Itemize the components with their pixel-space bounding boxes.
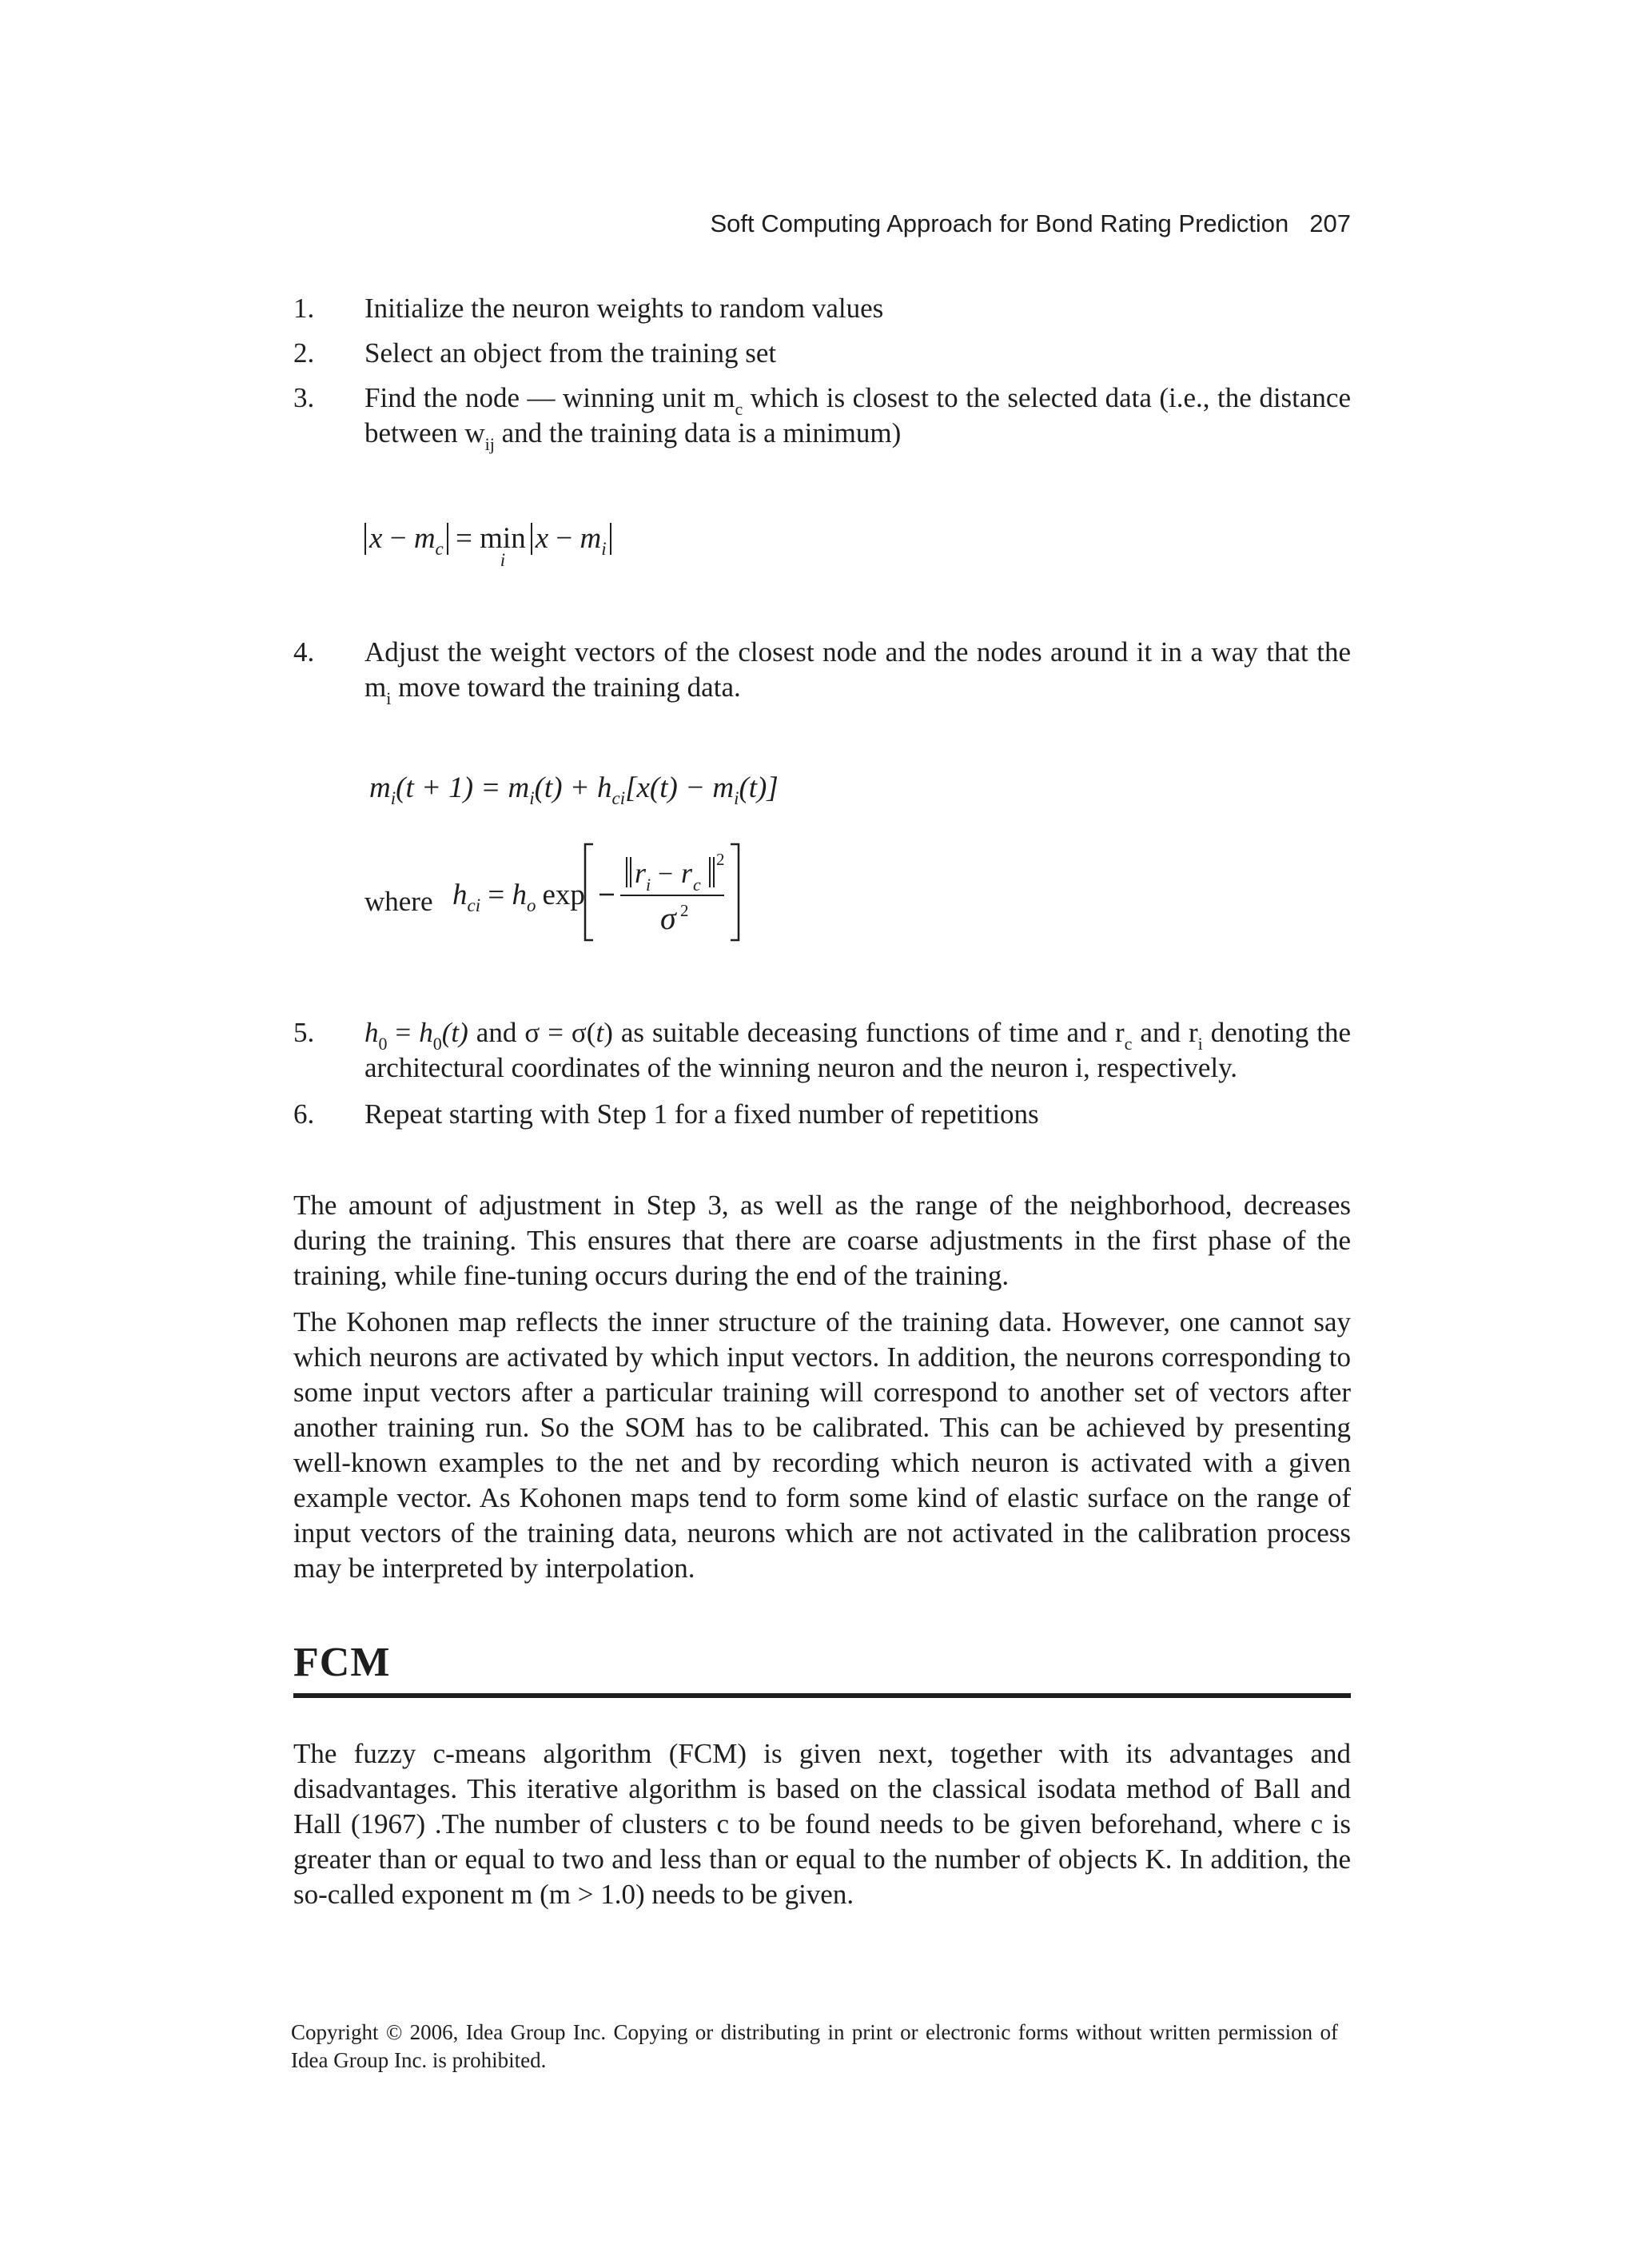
math-symbol: m xyxy=(413,522,436,555)
subscript: i xyxy=(390,788,396,808)
step-text-part: = xyxy=(387,1017,420,1048)
r-c: r xyxy=(681,857,693,889)
svg-text:−: − xyxy=(658,859,674,889)
math-operator: = xyxy=(448,522,480,555)
subscript: i xyxy=(1197,1034,1203,1054)
step-text-part: Find the node — winning unit m xyxy=(364,382,735,413)
copyright-notice: Copyright © 2006, Idea Group Inc. Copying or distributing in print or electronic forms without written permission of Idea Group Inc. is prohibited. xyxy=(291,2020,1338,2072)
math-expression: (t + 1) = xyxy=(396,771,508,804)
step-text xyxy=(364,635,1351,708)
heading-rule xyxy=(293,1693,1351,1698)
subscript: i xyxy=(734,788,739,808)
math-symbol: h xyxy=(364,1017,379,1048)
math-symbol: x xyxy=(535,522,549,555)
subscript: ij xyxy=(484,434,495,454)
subscript: o xyxy=(526,895,536,915)
paragraph-text: The amount of adjustment in Step 3, as well as the range of the neighborhood, decreases during the training. This ensures that there are coarse adjustments in the first phase of the training, while fine-tuning occurs during the end of the training. xyxy=(293,1190,1351,1291)
step-text-part: denoting the architectural coordinates of the winning neuron and the neuron i, respectively. xyxy=(364,1017,1352,1083)
math-operator: − xyxy=(548,522,580,555)
subscript: i xyxy=(500,550,506,570)
math-symbol: x xyxy=(369,522,383,555)
where-label: where xyxy=(364,886,433,917)
subscript: 0 xyxy=(432,1034,442,1054)
step-text: Select an object from the training set xyxy=(364,337,777,369)
exp-argument xyxy=(582,839,742,947)
step-text-part: ) as suitable deceasing functions of time and r xyxy=(603,1017,1125,1048)
step-number: 4. xyxy=(293,636,315,668)
subscript: c xyxy=(1124,1034,1133,1054)
section-heading: FCM xyxy=(293,1640,391,1685)
r-i-subscript: i xyxy=(646,875,651,895)
step-text: Initialize the neuron weights to random values xyxy=(364,293,884,324)
r-c-subscript: c xyxy=(693,875,701,895)
math-symbol: h xyxy=(597,771,612,804)
math-symbol: (t) xyxy=(441,1017,468,1048)
math-symbol: m xyxy=(508,771,530,804)
equation-winner xyxy=(364,521,611,570)
paragraph-text: The Kohonen map reflects the inner structure of the training data. However, one cannot say which neurons are activated by which input vectors. In addition, the neurons corresponding to some input vectors after a particular training will correspond to another set of vectors after another training run. So the SOM has to be calibrated. This can be achieved by presenting well-known examples to the net and by recording which neuron is activated with a given example vector. As Kohonen maps tend to form some kind of elastic surface on the range of input vectors of the training data, neurons which are not activated in the calibration process may be interpreted by interpolation. xyxy=(293,1306,1351,1584)
step-text: Repeat starting with Step 1 for a fixed number of repetitions xyxy=(364,1098,1039,1130)
exp-function: exp xyxy=(542,879,585,911)
equation-update xyxy=(369,771,779,808)
subscript: i xyxy=(529,788,535,808)
page-number: 207 xyxy=(1309,209,1351,237)
math-operator: = xyxy=(480,879,512,911)
norm xyxy=(364,522,448,559)
paragraph-text: The fuzzy c-means algorithm (FCM) is given next, together with its advantages and disadvantages. This iterative algorithm is based on the classical isodata method of Ball and Hall (1967) .The number of clusters c to be found needs to be given beforehand, where c is greater than or equal to two and less than or equal to the number of objects K. In addition, the so-called exponent m (m > 1.0) needs to be given. xyxy=(293,1738,1351,1910)
step-text xyxy=(364,381,1351,454)
paragraph-kohonen xyxy=(293,1305,1351,1586)
subscript: c xyxy=(735,399,743,419)
math-symbol: h xyxy=(512,879,527,911)
math-symbol: h xyxy=(419,1017,433,1048)
exponent-2: 2 xyxy=(716,850,725,869)
h-ci-lhs xyxy=(452,878,585,915)
math-symbol: t xyxy=(595,1017,604,1048)
step-text-part: and r xyxy=(1132,1017,1198,1048)
math-expression: (t)] xyxy=(739,771,779,804)
running-title: Soft Computing Approach for Bond Rating Prediction xyxy=(710,209,1289,237)
math-operator: − xyxy=(382,522,414,555)
step-text-part: and the training data is a minimum) xyxy=(494,417,902,448)
sigma-exponent: 2 xyxy=(680,901,689,920)
math-symbol: m xyxy=(580,522,602,555)
step-text xyxy=(364,1015,1351,1086)
math-symbol: h xyxy=(452,879,468,911)
subscript: c xyxy=(435,539,444,559)
subscript: 0 xyxy=(378,1034,388,1054)
step-text-part: which is closest to the selected data (i.e., the distance between w xyxy=(364,382,1351,448)
paragraph-fcm xyxy=(293,1736,1351,1912)
math-symbol: m xyxy=(712,771,735,804)
step-text-part: and σ = σ( xyxy=(468,1017,596,1048)
r-i: r xyxy=(635,857,647,889)
step-number: 2. xyxy=(293,337,315,369)
norm xyxy=(531,522,611,559)
step-number: 5. xyxy=(293,1017,315,1048)
paragraph-adjustment xyxy=(293,1188,1351,1293)
math-operator: min xyxy=(480,522,526,555)
step-number: 6. xyxy=(293,1098,315,1130)
math-expression: (t) + xyxy=(534,771,597,804)
subscript: ci xyxy=(467,895,481,915)
math-expression: [x(t) − xyxy=(625,771,713,804)
subscript: i xyxy=(601,539,607,559)
equation-neighborhood xyxy=(364,839,764,947)
step-text-part: Adjust the weight vectors of the closest node and the nodes around it in a way that the m xyxy=(364,636,1351,703)
step-text-part: move toward the training data. xyxy=(391,672,741,703)
sigma: σ xyxy=(660,900,676,936)
subscript: i xyxy=(386,688,392,708)
min-operator xyxy=(480,521,526,570)
step-number: 3. xyxy=(293,382,315,413)
math-symbol: m xyxy=(369,771,391,804)
step-number: 1. xyxy=(293,293,315,324)
running-header xyxy=(711,209,1352,238)
subscript: ci xyxy=(611,788,626,808)
